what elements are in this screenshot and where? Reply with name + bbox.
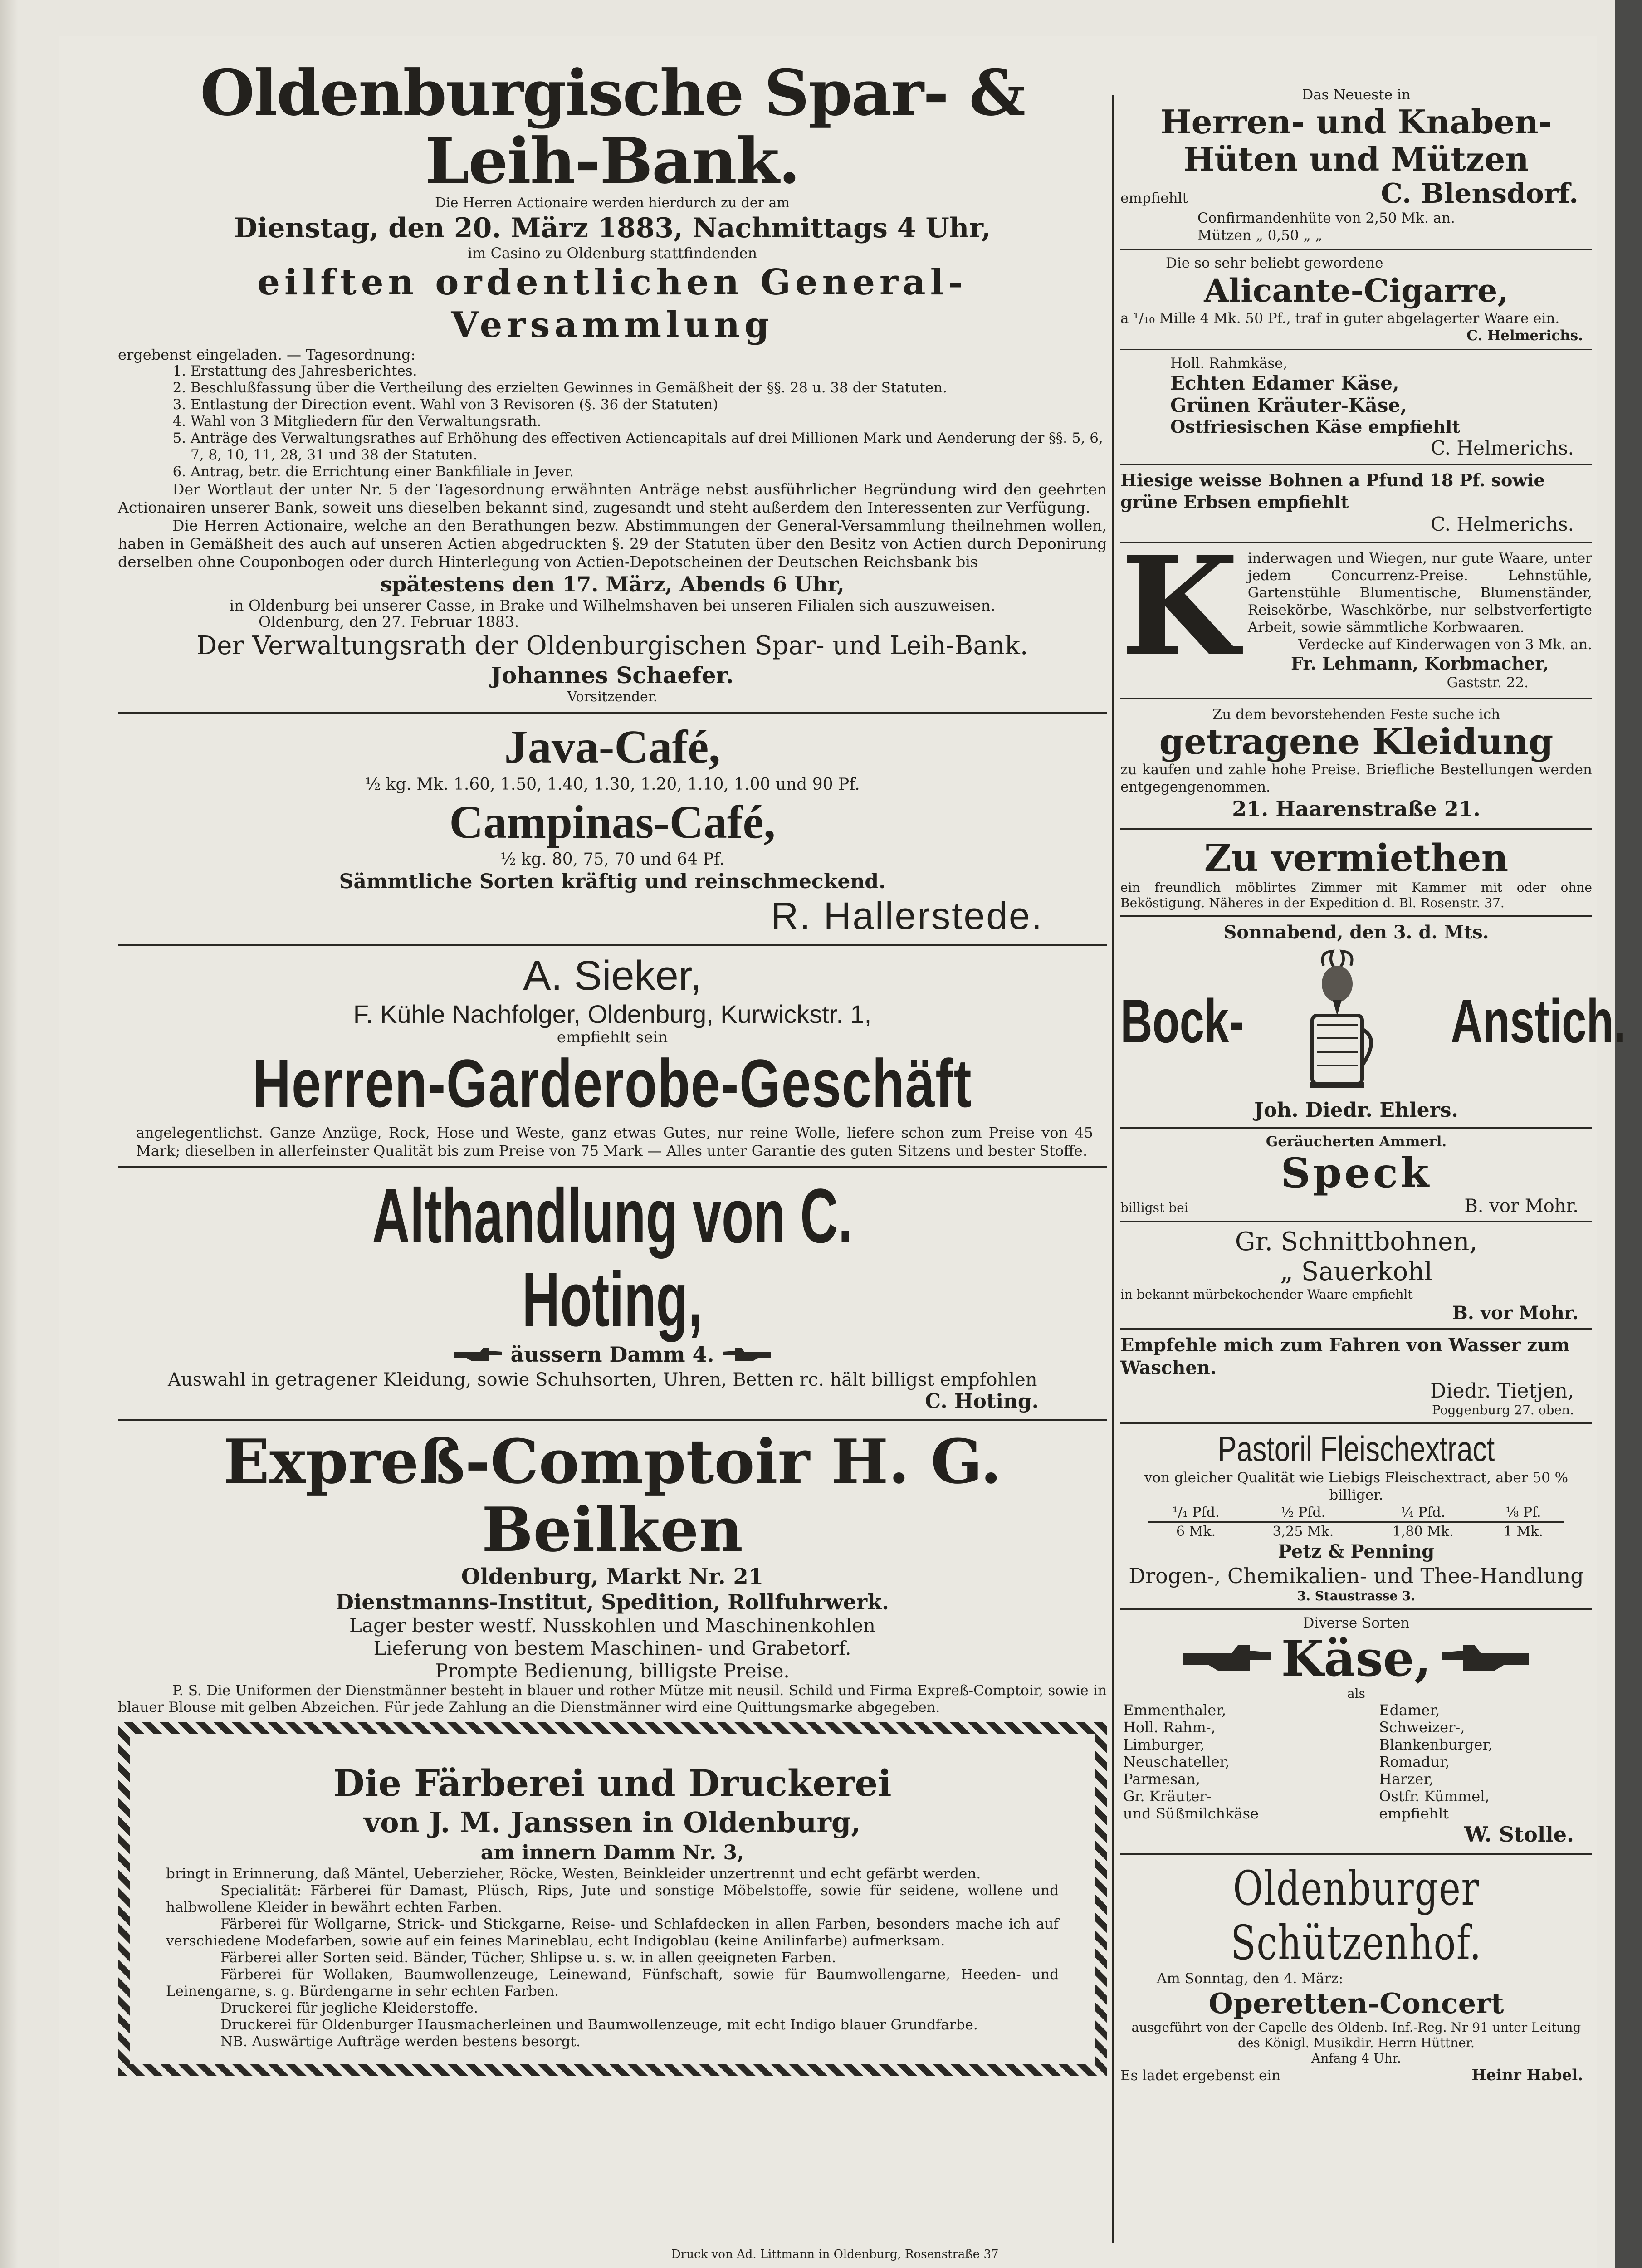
rent-title: Zu vermiethen xyxy=(1204,836,1509,880)
bock-word2: Anstich. xyxy=(1451,987,1626,1056)
divider xyxy=(1120,249,1592,250)
tietjen-address: Poggenburg 27. oben. xyxy=(1432,1403,1574,1418)
divider xyxy=(118,1166,1107,1168)
pastoril-firm: Petz & Penning xyxy=(1278,1541,1435,1562)
bank-date: Dienstag, den 20. März 1883, Nachmittags 4 Uhr, xyxy=(234,212,991,244)
divider xyxy=(118,944,1107,946)
schuetzenhof-date: Am Sonntag, den 4. März: xyxy=(1157,1970,1344,1987)
bank-title: Oldenburgische Spar- & Leih-Bank. xyxy=(200,56,1025,198)
rent-body: ein freundlich möblirtes Zimmer mit Kammer mit oder ohne Beköstigung. Näheres in der Expedition d. Bl. Rosenstr. 37. xyxy=(1120,880,1592,910)
blensdorf-recommends: empfiehlt xyxy=(1120,190,1188,206)
clothing-ad xyxy=(1120,706,1592,822)
cheese-line: Grünen Kräuter-Käse, xyxy=(1170,394,1407,416)
agenda-item: 3. Entlastung der Direction event. Wahl von 3 Revisoren (§. 36 der Statuten) xyxy=(191,396,1107,413)
stolle-intro: Diverse Sorten xyxy=(1303,1615,1410,1631)
price-size: ½ Pfd. xyxy=(1243,1504,1363,1522)
schnittbohnen-line2: „ Sauerkohl xyxy=(1280,1257,1433,1286)
java-cafe-ad xyxy=(118,720,1107,938)
janssen-p1: bringt in Erinnerung, daß Mäntel, Ueberzieher, Röcke, Westen, Beinkleider unzertrennt und echt gefärbt werden. xyxy=(166,1866,981,1882)
page-edge xyxy=(1615,0,1642,2268)
beilken-line3: Prompte Bedienung, billigste Preise. xyxy=(435,1660,790,1682)
pointing-hand-icon xyxy=(1182,1640,1272,1678)
janssen-address: am innern Damm Nr. 3, xyxy=(480,1841,744,1864)
price-size: ¹/₁ Pfd. xyxy=(1148,1504,1243,1522)
printer-imprint: Druck von Ad. Littmann in Oldenburg, Rosenstraße 37 xyxy=(671,2248,999,2261)
tietjen-body: Empfehle mich zum Fahren von Wasser zum Waschen. xyxy=(1120,1334,1570,1378)
cafe-tagline: Sämmtliche Sorten kräftig und reinschmeckend. xyxy=(339,870,886,893)
bank-place: im Casino zu Oldenburg stattfindenden xyxy=(467,244,757,262)
hoting-title: Althandlung von C. Hoting, xyxy=(372,1173,853,1343)
janssen-p6: Druckerei für jegliche Kleiderstoffe. xyxy=(220,2000,478,2016)
java-title: Java-Café, xyxy=(504,721,721,773)
java-prices: ½ kg. Mk. 1.60, 1.50, 1.40, 1.30, 1.20, 1.10, 1.00 und 90 Pf. xyxy=(365,775,860,794)
janssen-owner: von J. M. Janssen in Oldenburg, xyxy=(364,1806,861,1839)
cheese-helmerichs-ad xyxy=(1120,355,1592,459)
speck-intro: Geräucherten Ammerl. xyxy=(1266,1134,1447,1150)
agenda-item: 2. Beschlußfassung über die Vertheilung des erzielten Gewinnes in Gemäßheit der §§. 28 u. 38 der Statuten. xyxy=(191,380,1107,396)
janssen-title: Die Färberei und Druckerei xyxy=(333,1762,892,1804)
bank-assembly: eilften ordentlichen General-Versammlung xyxy=(257,262,968,346)
beans-body: Hiesige weisse Bohnen a Pfund 18 Pf. sowie grüne Erbsen empfiehlt xyxy=(1120,470,1545,512)
cigar-intro: Die so sehr beliebt gewordene xyxy=(1166,255,1383,271)
lehmann-address: Gaststr. 22. xyxy=(1447,675,1529,691)
lehmann-rent: Verdecke auf Kinderwagen von 3 Mk. an. xyxy=(1298,636,1592,653)
bank-deadline: spätestens den 17. März, Abends 6 Uhr, xyxy=(380,572,845,596)
agenda-item: 6. Antrag, betr. die Errichtung einer Bankfiliale in Jever. xyxy=(191,464,1107,480)
hoting-address: äussern Damm 4. xyxy=(510,1342,714,1367)
column-rule xyxy=(1112,95,1114,2243)
cheese-name: Blankenburger, xyxy=(1379,1736,1493,1753)
cheese-line: Holl. Rahmkäse, xyxy=(1170,355,1288,371)
hoting-body: Auswahl in getragener Kleidung, sowie Schuhsorten, Uhren, Betten rc. hält billigst empfohlen xyxy=(168,1369,1037,1390)
sieker-shop: Herren-Garderobe-Geschäft xyxy=(252,1045,972,1121)
beilken-services: Dienstmanns-Institut, Spedition, Rollfuhrwerk. xyxy=(335,1590,889,1614)
tietjen-merchant: Diedr. Tietjen, xyxy=(1430,1379,1574,1403)
beans-ad xyxy=(1120,469,1592,535)
stolle-merchant: W. Stolle. xyxy=(1464,1822,1574,1847)
janssen-p2: Specialität: Färberei für Damast, Plüsch, Rips, Jute und sonstige Möbelstoffe, sowie für seidene, wollene und halbwollene Kleider in bewährt echten Farben. xyxy=(166,1882,1059,1916)
beilken-address: Oldenburg, Markt Nr. 21 xyxy=(461,1564,764,1589)
page-fold xyxy=(0,0,18,2268)
bock-date: Sonnabend, den 3. d. Mts. xyxy=(1223,922,1489,943)
speck-title: Speck xyxy=(1280,1149,1432,1197)
blensdorf-ad xyxy=(1120,86,1592,244)
cheese-name: Romadur, xyxy=(1379,1753,1450,1770)
cheese-name: Schweizer-, xyxy=(1379,1719,1465,1736)
bank-dateline: Oldenburg, den 27. Februar 1883. xyxy=(259,613,519,631)
divider xyxy=(1120,1853,1592,1855)
hallerstede: R. Hallerstede. xyxy=(771,894,1043,937)
bank-signer: Johannes Schaefer. xyxy=(491,662,734,689)
schuetzenhof-body: ausgeführt von der Capelle des Oldenb. Inf.-Reg. Nr 91 unter Leitung des Königl. Musikdir. Herrn Hüttner. xyxy=(1131,2020,1581,2050)
price-size: ⅛ Pf. xyxy=(1483,1504,1564,1522)
pastoril-title: Pastoril Fleischextract xyxy=(1217,1429,1495,1469)
bock-word1: Bock- xyxy=(1120,987,1244,1056)
goat-beer-mug-icon xyxy=(1292,948,1383,1095)
bank-notice xyxy=(118,56,1107,705)
blensdorf-kicker: Das Neueste in xyxy=(1302,87,1411,103)
blensdorf-title: Herren- und Knaben-Hüten und Mützen xyxy=(1160,103,1552,178)
stolle-empfiehlt: empfiehlt xyxy=(1379,1805,1449,1822)
blensdorf-row2: Mützen „ 0,50 „ „ xyxy=(1197,227,1323,244)
blensdorf-row1: Confirmandenhüte von 2,50 Mk. an. xyxy=(1197,210,1455,226)
bank-agenda-intro: ergebenst eingeladen. — Tagesordnung: xyxy=(118,346,416,363)
stolle-title: Käse, xyxy=(1281,1630,1432,1687)
lehmann-body: inderwagen und Wiegen, nur gute Waare, unter jedem Concurrenz-Preise. Lehnstühle, Gartenstühle Blumentische, Blumenständer, Reisekörbe, Waschkörbe, nur selbstverfertigte Arbeit, sowie sämmtliche Korbwaaren. xyxy=(1247,550,1592,635)
agenda-item: 4. Wahl von 3 Mitgliedern für den Verwaltungsrath. xyxy=(191,413,1107,430)
beilken-ad xyxy=(118,1427,1107,1716)
pastoril-body: von gleicher Qualität wie Liebigs Fleischextract, aber 50 % billiger. xyxy=(1144,1470,1569,1503)
sieker-ad xyxy=(118,952,1107,1160)
stolle-cheese-ad xyxy=(1120,1614,1592,1847)
cheese-name: Emmenthaler, xyxy=(1123,1701,1227,1719)
schuetzenhof-start: Anfang 4 Uhr. xyxy=(1311,2051,1401,2066)
speck-body: billigst bei xyxy=(1120,1200,1188,1215)
beilken-title: Expreß-Comptoir H. G. Beilken xyxy=(223,1426,1002,1565)
divider xyxy=(118,712,1107,714)
hoting-ad xyxy=(118,1174,1107,1413)
bock-ad xyxy=(1120,921,1626,1123)
pastoril-trade: Drogen-, Chemikalien- und Thee-Handlung xyxy=(1129,1564,1584,1588)
clothing-address: 21. Haarenstraße 21. xyxy=(1232,797,1481,821)
sieker-title: A. Sieker, xyxy=(523,953,702,999)
price-value: 1,80 Mk. xyxy=(1392,1524,1454,1540)
cigar-merchant: C. Helmerichs. xyxy=(1466,327,1583,344)
divider xyxy=(1120,1608,1592,1610)
cheese-name: Ostfr. Kümmel, xyxy=(1379,1788,1490,1805)
beans-merchant: C. Helmerichs. xyxy=(1431,513,1574,535)
divider xyxy=(1120,464,1592,465)
janssen-ad xyxy=(118,1722,1107,2076)
clothing-body: zu kaufen und zahle hohe Preise. Briefliche Bestellungen werden entgegengenommen. xyxy=(1120,762,1592,795)
cheese-name: und Süßmilchkäse xyxy=(1123,1805,1259,1822)
pastoril-address: 3. Staustrasse 3. xyxy=(1297,1589,1416,1603)
divider xyxy=(1120,1127,1592,1129)
sieker-recommends: empfiehlt sein xyxy=(557,1028,668,1046)
sieker-body: angelegentlichst. Ganze Anzüge, Rock, Hose und Weste, ganz etwas Gutes, nur reine Wolle, liefere schon zum Preise von 45 Mark; dieselben in allerfeinster Qualität bis zum Preise von 75 Mark — Alles unter Garantie des guten Sitzens und bester Stoffe. xyxy=(136,1124,1093,1159)
cheese-name: Holl. Rahm-, xyxy=(1123,1719,1216,1736)
schuetzenhof-concert: Operetten-Concert xyxy=(1208,1987,1504,2020)
beilken-ps: P. S. Die Uniformen der Dienstmänner besteht in blauer und rother Mütze mit neusil. Schild und Firma Expreß-Comptoir, sowie in blauer Blouse mit gelben Abzeichen. Für jede Zahlung an die Dienstmänner wird eine Quittungsmarke abgegeben. xyxy=(118,1682,1107,1716)
cheese-name: Harzer, xyxy=(1379,1770,1434,1788)
clothing-title: getragene Kleidung xyxy=(1159,721,1554,763)
speck-ad xyxy=(1120,1133,1592,1217)
bock-signer: Joh. Diedr. Ehlers. xyxy=(1254,1099,1458,1122)
initial-letter: K xyxy=(1120,550,1239,686)
janssen-p7: Druckerei für Oldenburger Hausmacherleinen und Baumwollenzeuge, mit echt Indigo blauer Grundfarbe. xyxy=(220,2017,978,2033)
agenda-item: 5. Anträge des Verwaltungsrathes auf Erhöhung des effectiven Actiencapitals auf drei Millionen Mark und Aenderung der §§. 5, 6, 7, 8, 10, 11, 28, 31 und 38 der Statuten. xyxy=(191,430,1107,464)
cheese-name: Edamer, xyxy=(1379,1701,1440,1719)
cheese-line: Ostfriesischen Käse empfiehlt xyxy=(1170,416,1460,437)
beilken-line1: Lager bester westf. Nusskohlen und Maschinenkohlen xyxy=(349,1614,875,1637)
right-column xyxy=(1120,86,1626,2084)
hoting-signer: C. Hoting. xyxy=(925,1390,1039,1413)
beilken-line2: Lieferung von bestem Maschinen- und Grabetorf. xyxy=(373,1637,851,1659)
price-size: ¼ Pfd. xyxy=(1363,1504,1483,1522)
cheese-name: Parmesan, xyxy=(1123,1770,1201,1788)
sieker-successor: F. Kühle Nachfolger, Oldenburg, Kurwickstr. 1, xyxy=(353,1000,872,1028)
campinas-title: Campinas-Café, xyxy=(449,796,776,848)
speck-merchant: B. vor Mohr. xyxy=(1464,1196,1578,1217)
divider xyxy=(1120,1328,1592,1330)
pointing-hand-icon xyxy=(453,1343,503,1369)
bank-agenda xyxy=(163,363,1107,480)
divider xyxy=(1120,542,1592,543)
janssen-p3: Färberei für Wollgarne, Strick- und Stickgarne, Reise- und Schlafdecken in allen Farben, besonders mache ich auf verschiedene Modefarben, sowie auf ein feines Marineblau, echt Indigoblau (keine Anilinfarbe) aufmerksam. xyxy=(166,1916,1059,1949)
agenda-item: 1. Erstattung des Jahresberichtes. xyxy=(191,363,1107,380)
pointing-hand-icon xyxy=(722,1343,772,1369)
janssen-p5: Färberei für Wollaken, Baumwollenzeuge, Leinewand, Fünfschaft, sowie für Baumwollengarne, Heeden- und Leinengarne, s. g. Bürdengarne in sehr echten Farben. xyxy=(166,1966,1059,1999)
hoting-address-line xyxy=(118,1341,1107,1369)
janssen-p4: Färberei aller Sorten seid. Bänder, Tücher, Shlipse u. s. w. in allen geeigneten Farben. xyxy=(220,1950,836,1966)
lehmann-merchant: Fr. Lehmann, Korbmacher, xyxy=(1290,653,1549,674)
divider xyxy=(1120,349,1592,350)
schnittbohnen-body: in bekannt mürbekochender Waare empfiehlt xyxy=(1120,1287,1413,1302)
bank-para1: Der Wortlaut der unter Nr. 5 der Tagesordnung erwähnten Anträge nebst ausführlicher Begründung wird den geehrten Actionairen unserer Bank, soweit uns dieselben bekannt sind, zugesandt und steht außerdem den Interessenten zur Verfügung. xyxy=(118,480,1107,516)
price-value: 6 Mk. xyxy=(1176,1524,1216,1540)
divider xyxy=(118,1419,1107,1421)
bank-invite: Die Herren Actionaire werden hierdurch zu der am xyxy=(435,195,790,211)
cheese-merchant: C. Helmerichs. xyxy=(1431,437,1574,459)
divider xyxy=(1120,698,1592,699)
cigar-title: Alicante-Cigarre, xyxy=(1204,272,1509,309)
schuetzenhof-title: Oldenburger Schützenhof. xyxy=(1231,1861,1482,1970)
blensdorf-merchant: C. Blensdorf. xyxy=(1381,178,1578,210)
left-column xyxy=(118,56,1107,2076)
pastoril-price-table xyxy=(1148,1504,1564,1540)
janssen-nb: NB. Auswärtige Aufträge werden bestens besorgt. xyxy=(220,2033,581,2050)
stolle-als: als xyxy=(1347,1686,1366,1701)
bank-board: Der Verwaltungsrath der Oldenburgischen Spar- und Leih-Bank. xyxy=(196,631,1028,660)
bank-signer-role: Vorsitzender. xyxy=(567,689,658,705)
schuetzenhof-invite: Es ladet ergebenst ein xyxy=(1120,2068,1281,2084)
divider xyxy=(1120,828,1592,830)
cheese-name: Neuschateller, xyxy=(1123,1753,1230,1770)
cheese-line: Echten Edamer Käse, xyxy=(1170,372,1399,394)
divider xyxy=(1120,1422,1592,1424)
cigar-body: a ¹/₁₀ Mille 4 Mk. 50 Pf., traf in guter abgelagerter Waare ein. xyxy=(1120,310,1560,327)
pointing-hand-icon xyxy=(1440,1640,1531,1678)
schnittbohnen-ad xyxy=(1120,1227,1592,1324)
clothing-intro: Zu dem bevorstehenden Feste suche ich xyxy=(1212,706,1500,723)
tietjen-ad xyxy=(1120,1334,1592,1418)
price-value: 3,25 Mk. xyxy=(1272,1524,1334,1540)
cheese-name: Limburger, xyxy=(1123,1736,1205,1753)
stolle-cheese-table xyxy=(1120,1701,1592,1822)
price-value: 1 Mk. xyxy=(1503,1524,1543,1540)
schuetzenhof-host: Heinr Habel. xyxy=(1471,2066,1583,2084)
divider xyxy=(1120,915,1592,917)
bank-para2: Die Herren Actionaire, welche an den Berathungen bezw. Abstimmungen der General-Versammlung theilnehmen wollen, haben in Gemäßheit des auch auf unseren Actien abgedruckten §. 29 der Statuten über den Besitz von Actien durch Deponirung derselben ohne Couponbogen oder durch Hinterlegung von Actien-Depotscheinen der Deutschen Reichsbank bis xyxy=(118,517,1107,571)
schnittbohnen-line1: Gr. Schnittbohnen, xyxy=(1235,1227,1478,1256)
divider xyxy=(1120,1221,1592,1222)
schuetzenhof-ad xyxy=(1120,1861,1592,2084)
pastoril-ad xyxy=(1120,1428,1592,1604)
campinas-prices: ½ kg. 80, 75, 70 und 64 Pf. xyxy=(500,850,725,869)
cheese-name: Gr. Kräuter- xyxy=(1123,1788,1212,1805)
rent-ad xyxy=(1120,836,1592,911)
cigar-ad xyxy=(1120,254,1592,344)
bank-para3: in Oldenburg bei unserer Casse, in Brake und Wilhelmshaven bei unseren Filialen sich auszuweisen. xyxy=(229,596,996,614)
lehmann-ad xyxy=(1120,550,1592,691)
schnittbohnen-merchant: B. vor Mohr. xyxy=(1452,1302,1578,1324)
